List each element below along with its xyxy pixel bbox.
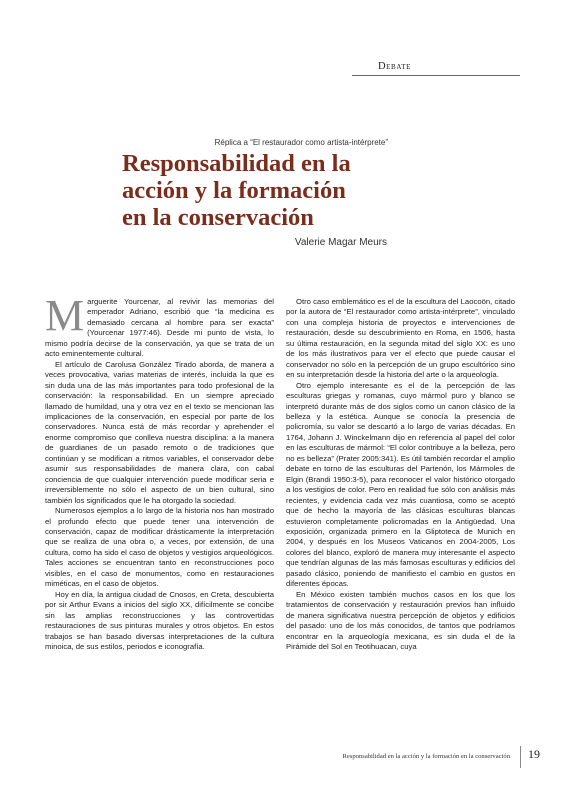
section-label: Debate — [378, 61, 411, 72]
title-line-3: en la conservación — [122, 204, 314, 231]
drop-cap: M — [45, 291, 85, 340]
paragraph-text: arguerite Yourcenar, al revivir las memorias del emperador Adriano, escribió que “la medicina es demasiado cercana al hombre para ser exacta” (Yourcenar 1977:46). Desde mi punto de vista, lo mismo podría decirse de la conservación, ya que se trata de un acto eminentemente cultural. — [45, 297, 274, 359]
body-paragraph: En México existen también muchos casos en los que los tratamientos de conservación y restauración previos han influido de manera significativa nuestra percepción de objetos y edificios del pasado: uno de los más conocidos, de tantos que podríamos encontrar en la arqueología mexicana, es sin duda el de la Pirámide del Sol en Teotihuacan, cuya — [286, 589, 515, 651]
body-column-right — [286, 297, 515, 652]
reply-kicker: Réplica a “El restaurador como artista-intérprete” — [214, 138, 388, 147]
body-paragraph — [45, 291, 274, 360]
running-footer: Responsabilidad en la acción y la formación en la conservación — [342, 753, 510, 760]
body-paragraph: Hoy en día, la antigua ciudad de Cnosos, en Creta, descubierta por sir Arthur Evans a inicios del siglo XX, difícilmente se concibe sin las amplias reconstrucciones y las controvertidas restauraciones de sus pinturas murales y otros objetos. En estos trabajos se han basado diversas interpretaciones de la cultura minoica, de sus estilos, periodos e iconografía. — [45, 589, 274, 651]
author-name: Valerie Magar Meurs — [294, 237, 387, 248]
body-paragraph: Numerosos ejemplos a lo largo de la historia nos han mostrado el profundo efecto que puede tener una intervención de conservación, capaz de modificar drásticamente la interpretación que se realiza de una obra o, a veces, por extensión, de una cultura, como ha sido el caso de objetos y vestigios arqueológicos. Tales acciones se encuentran tanto en reconstrucciones poco visibles, en el caso de monumentos, como en restauraciones miméticas, en el caso de objetos. — [45, 506, 274, 589]
page-number: 19 — [528, 747, 540, 761]
title-line-2: acción y la formación — [122, 177, 346, 204]
body-paragraph: El artículo de Carolusa González Tirado aborda, de manera a veces provocativa, varias materias de interés, incluida la que es sin duda una de las más importantes para todo profesional de la conservación: la responsabilidad. En un siempre apreciado llamado de humildad, una y otra vez en el texto se mencionan las implicaciones de la conservación, en especial por parte de los conservadores. Nunca está de más recordar y aprehender el enorme compromiso que conlleva nuestra disciplina: a la manera de guardianes de un pasado remoto o de tradiciones que continúan y se modifican a ritmos variables, el conservador debe asumir sus responsabilidades de manera clara, con cabal conciencia de que cualquier intervención puede modificar seria e irreversiblemente no sólo el aspecto de un bien cultural, sino también los significados que le ha otorgado la sociedad. — [45, 359, 274, 505]
footer-rule — [520, 746, 521, 768]
body-paragraph: Otro caso emblemático es el de la escultura del Laocoön, citado por la autora de “El restaurador como artista-intérprete”, vinculado con una compleja historia de proyectos e intervenciones de restauración, desde su descubrimiento en Roma, en 1506, hasta su última restauración, en la segunda mitad del siglo XX: es uno de los más ilustrativos para ver el efecto que puede causar el conservador no sólo en la percepción de un grupo escultórico sino en su interpretación desde la historia del arte o la arqueología. — [286, 297, 515, 380]
header-rule — [352, 75, 520, 76]
title-line-1: Responsabilidad en la — [122, 150, 351, 177]
body-column-left — [45, 291, 274, 652]
article-title — [122, 150, 442, 231]
body-paragraph: Otro ejemplo interesante es el de la percepción de las esculturas griegas y romanas, cuyo mármol puro y blanco se interpretó durante más de dos siglos como un canon clásico de la belleza y la estética. Aunque se conocía la presencia de policromía, su valor se descartó a lo largo de varias décadas. En 1764, Johann J. Winckelmann dijo en referencia al papel del color en las esculturas de mármol: “El color contribuye a la belleza, pero no es belleza” (Prater 2005:341). Es útil también recordar el amplio debate en torno de las esculturas del Partenón, los Mármoles de Elgin (Brandi 1950:3-5), para reconocer el valor histórico otorgado a los vestigios de color. Pero en realidad fue sólo con análisis más recientes, y evidencia cada vez más cuantiosa, como se aceptó que de hecho la mayoría de las clásicas esculturas blancas estuvieron completamente policromadas en la Antigüedad. Una exposición, organizada primero en la Gliptoteca de Munich en 2004, y después en los Museos Vaticanos en 2004-2005, Los colores del blanco, exploró de manera muy interesante el aspecto que tendrían algunas de las más famosas esculturas y edificios del pasado clásico, poniendo de manifiesto el cambio en gustos en diferentes épocas. — [286, 380, 515, 589]
